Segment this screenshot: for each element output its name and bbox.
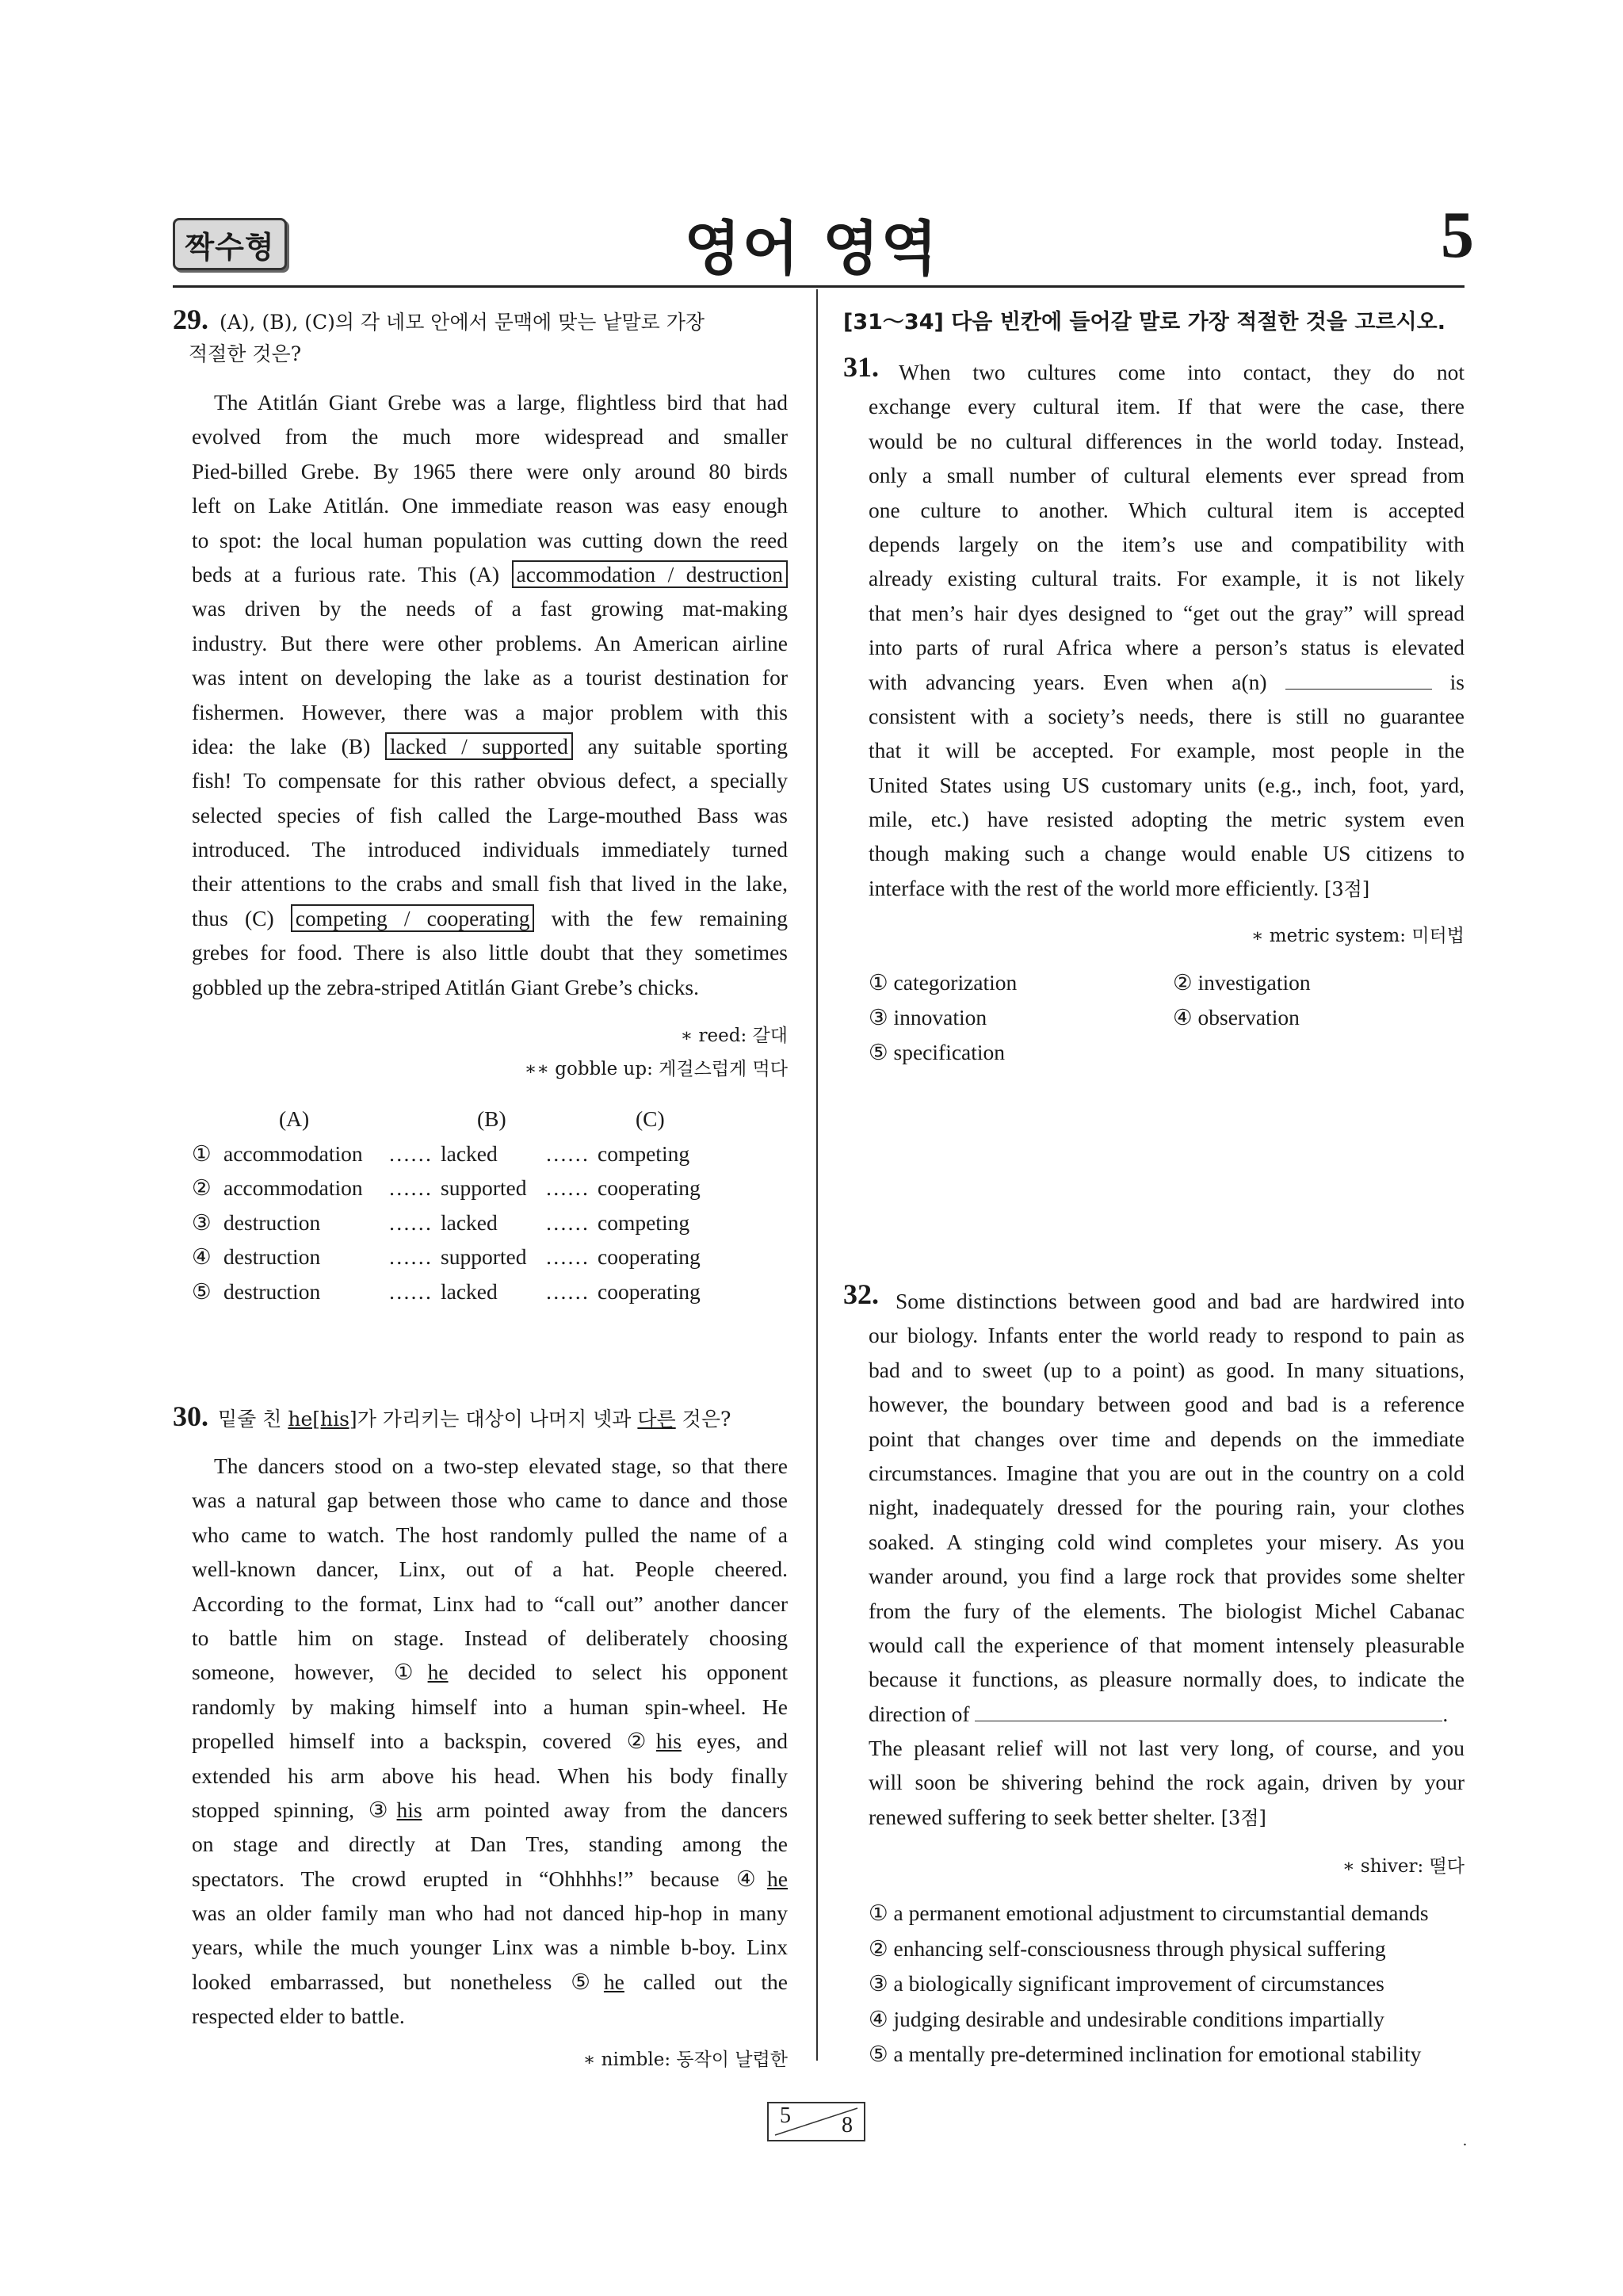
passage-line: was an older family man who had not danced hip-hop in many — [192, 1901, 788, 1926]
passage-line: selected species of fish called the Large-mouthed Bass was — [192, 802, 788, 827]
option-5[interactable]: ⑤ destruction …… lacked …… cooperating — [192, 1278, 701, 1304]
passage-line: extended his arm above his head. When his body finally — [192, 1763, 788, 1788]
passage-line: The dancers stood on a two-step elevated stage, so that there — [214, 1454, 788, 1478]
question-prompt-cont: 적절한 것은? — [189, 342, 302, 365]
question-number: 30. — [173, 1400, 208, 1432]
passage-line: looked embarrassed, but nonetheless ⑤he called out the — [192, 1969, 788, 1994]
option-3[interactable]: ③ a biologically significant improvement of circumstances — [869, 1971, 1384, 1996]
passage-line: circumstances. Imagine that you are out in the country on a cold — [869, 1460, 1465, 1485]
passage-line: will soon be shivering behind the rock again, driven by your — [869, 1770, 1465, 1795]
passage-line: would be no cultural differences in the world today. Instead, — [869, 428, 1465, 453]
passage-line: industry. But there were other problems. An American airline — [192, 630, 788, 655]
option-4[interactable]: ④ observation — [1173, 1005, 1300, 1030]
total-pages: 8 — [842, 2113, 853, 2137]
current-page: 5 — [780, 2103, 791, 2128]
page-counter-box — [767, 2102, 865, 2141]
passage-line: was a natural gap between those who came to dance and those — [192, 1488, 788, 1513]
option-1[interactable]: ① accommodation …… lacked …… competing — [192, 1140, 690, 1166]
passage-line: with advancing years. Even when a(n) is — [869, 669, 1465, 694]
passage-line: introduced. The introduced individuals immediately turned — [192, 837, 788, 862]
choice-box-b: lacked / supported — [385, 732, 573, 760]
passage-line: idea: the lake (B) lacked / supported any suitable sporting — [192, 733, 789, 758]
option-2[interactable]: ② accommodation …… supported …… cooperating — [192, 1175, 701, 1200]
passage-line: into parts of rural Africa where a person’s status is elevated — [869, 635, 1465, 660]
passage-32 — [869, 1284, 1465, 1834]
passage-line: on stage and directly at Dan Tres, standing among the — [192, 1832, 788, 1857]
option-4[interactable]: ④ judging desirable and undesirable conditions impartially — [869, 2006, 1384, 2031]
passage-line: respected elder to battle. — [192, 2004, 405, 2029]
section-instruction: [31～34] 다음 빈칸에 들어갈 말로 가장 적절한 것을 고르시오. — [843, 310, 1446, 334]
passage-line: night, inadequately dressed for the pouring rain, your clothes — [869, 1495, 1465, 1520]
passage-line: exchange every cultural item. If that were the case, there — [869, 394, 1465, 419]
passage-line: wander around, you find a large rock that provides some shelter — [869, 1564, 1465, 1589]
underline-mark-4: ④he — [735, 1866, 789, 1891]
passage-line: gobbled up the zebra-striped Atitlán Giant Grebe’s chicks. — [192, 974, 699, 999]
passage-line: When two cultures come into contact, they do not — [899, 360, 1465, 384]
passage-line: randomly by making himself into a human spin-wheel. He — [192, 1694, 788, 1719]
passage-line: thus (C) competing / cooperating with the few remaining — [192, 905, 789, 930]
col-header: (A) — [279, 1106, 310, 1131]
question-number: 31. — [843, 351, 879, 383]
passage-line: beds at a furious rate. This (A) accommodation / destruction — [192, 557, 788, 591]
option-2[interactable]: ② enhancing self-consciousness through physical suffering — [869, 1935, 1386, 1961]
col-header: (C) — [636, 1106, 665, 1131]
options-29 — [192, 1102, 794, 1308]
passage-29 — [192, 385, 788, 1004]
passage-line: our biology. Infants enter the world ready to respond to pain as — [869, 1323, 1465, 1348]
passage-line: spectators. The crowd erupted in “Ohhhhs!” because ④he — [192, 1866, 789, 1891]
column-divider — [816, 289, 818, 2061]
passage-line: that it will be accepted. For example, most people in the — [869, 738, 1465, 763]
option-1[interactable]: ① a permanent emotional adjustment to circumstantial demands — [869, 1901, 1429, 1925]
passage-line: fish! To compensate for this rather obvious defect, a specially — [192, 768, 788, 793]
passage-line: The pleasant relief will not last very long, of course, and you — [869, 1736, 1465, 1761]
underline-mark-3: ③his — [368, 1797, 422, 1822]
passage-line: depends largely on the item’s use and compatibility with — [869, 531, 1465, 556]
underline-mark-1: ①he — [393, 1660, 449, 1685]
question-30 — [173, 1400, 807, 1433]
question-number: 32. — [843, 1278, 879, 1310]
passage-line: from the fury of the elements. The biologist Michel Cabanac — [869, 1598, 1465, 1623]
passage-line: their attentions to the crabs and small fish that lived in the lake, — [192, 871, 788, 896]
exam-title: 영어 영역 — [684, 215, 939, 283]
passage-line: one culture to another. Which cultural item is accepted — [869, 497, 1465, 522]
option-5[interactable]: ⑤ a mentally pre-determined inclination for emotional stability — [869, 2042, 1422, 2066]
corner-dot: . — [1463, 2132, 1467, 2149]
passage-31 — [869, 355, 1465, 905]
choice-box-a: accommodation / destruction — [512, 560, 788, 588]
passage-line: however, the boundary between good and bad is a reference — [869, 1392, 1465, 1417]
passage-line: to spot: the local human population was cutting down the reed — [192, 527, 788, 552]
passage-line: propelled himself into a backspin, covered ②his eyes, and — [192, 1729, 789, 1754]
passage-line: though making such a change would enable US citizens to — [869, 841, 1465, 866]
footnote: ∗ shiver: 떨다 — [1342, 1856, 1465, 1877]
passage-30 — [192, 1449, 788, 2034]
options-32 — [869, 1896, 1471, 2073]
passage-line: According to the format, Linx had to “call out” another dancer — [192, 1591, 788, 1616]
option-1[interactable]: ① categorization — [869, 970, 1018, 995]
passage-line: years, while the much younger Linx was a nimble b-boy. Linx — [192, 1935, 788, 1960]
underline-mark-2: ②his — [626, 1729, 682, 1754]
option-3[interactable]: ③ innovation — [869, 1005, 987, 1030]
passage-line: consistent with a society’s needs, there is still no guarantee — [869, 703, 1465, 728]
passage-line: to battle him on stage. Instead of deliberately choosing — [192, 1625, 788, 1650]
question-number: 29. — [173, 304, 208, 335]
passage-line: someone, however, ①he decided to select his opponent — [192, 1660, 788, 1685]
score-label: [3점] — [1220, 1806, 1266, 1829]
question-prompt: 밑줄 친 he[his]가 가리키는 대상이 나머지 넷과 다른 것은? — [218, 1408, 731, 1431]
passage-line: stopped spinning, ③his arm pointed away from the dancers — [192, 1797, 789, 1822]
answer-blank — [1285, 689, 1432, 690]
passage-line: Pied-billed Grebe. By 1965 there were only around 80 birds — [192, 458, 788, 483]
passage-line: direction of . — [869, 1701, 1449, 1726]
page-number: 5 — [1441, 198, 1474, 272]
form-type-badge: 짝수형 — [173, 218, 287, 270]
passage-line: already existing cultural traits. For example, it is not likely — [869, 566, 1465, 591]
passage-line: because it functions, as pleasure normally does, to indicate the — [869, 1667, 1465, 1692]
option-2[interactable]: ② investigation — [1173, 970, 1311, 995]
header-rule — [173, 285, 1465, 288]
underline-mark-5: ⑤he — [571, 1969, 624, 1994]
passage-line: renewed suffering to seek better shelter. [3점] — [869, 1804, 1266, 1829]
passage-line: well-known dancer, Linx, out of a hat. People cheered. — [192, 1557, 788, 1582]
question-29 — [173, 303, 791, 371]
passage-line: mile, etc.) have resisted adopting the metric system even — [869, 807, 1465, 832]
passage-line: Some distinctions between good and bad are hardwired into — [896, 1289, 1465, 1313]
passage-line: would call the experience of that moment intensely pleasurable — [869, 1632, 1465, 1657]
passage-line: only a small number of cultural elements ever spread from — [869, 463, 1465, 488]
option-3[interactable]: ③ destruction …… lacked …… competing — [192, 1209, 690, 1235]
passage-line: that men’s hair dyes designed to “get out the gray” will spread — [869, 600, 1465, 625]
passage-line: who came to watch. The host randomly pulled the name of a — [192, 1522, 788, 1547]
passage-line: grebes for food. There is also little doubt that they sometimes — [192, 940, 788, 965]
choice-box-c: competing / cooperating — [291, 904, 535, 932]
passage-line: United States using US customary units (e.g., inch, foot, yard, — [869, 772, 1465, 797]
passage-line: was intent on developing the lake as a tourist destination for — [192, 665, 788, 690]
passage-line: The Atitlán Giant Grebe was a large, flightless bird that had — [214, 390, 788, 415]
passage-line: bad and to sweet (up to a point) as good. In many situations, — [869, 1357, 1465, 1382]
passage-line: point that changes over time and depends on the immediate — [869, 1426, 1465, 1451]
passage-line: left on Lake Atitlán. One immediate reason was easy enough — [192, 493, 788, 518]
passage-line: was driven by the needs of a fast growing mat-making — [192, 596, 788, 621]
col-header: (B) — [477, 1106, 506, 1131]
footnote: ∗ reed: 갈대 — [680, 1026, 788, 1046]
footnote: ∗ nimble: 동작이 날렵한 — [582, 2050, 788, 2070]
passage-line: soaked. A stinging cold wind completes your misery. As you — [869, 1529, 1465, 1554]
footnote: ∗ metric system: 미터법 — [1251, 926, 1465, 946]
question-prompt: (A), (B), (C)의 각 네모 안에서 문맥에 맞는 낱말로 가장 — [220, 311, 705, 334]
passage-line: interface with the rest of the world more efficiently. [3점] — [869, 875, 1370, 900]
footnote: ∗∗ gobble up: 게걸스럽게 먹다 — [524, 1059, 788, 1079]
option-5[interactable]: ⑤ specification — [869, 1040, 1006, 1064]
options-31 — [869, 965, 1471, 1070]
option-4[interactable]: ④ destruction …… supported …… cooperating — [192, 1244, 701, 1269]
score-label: [3점] — [1324, 877, 1370, 900]
passage-line: fishermen. However, there was a major problem with this — [192, 699, 788, 724]
passage-line: evolved from the much more widespread and smaller — [192, 424, 788, 449]
